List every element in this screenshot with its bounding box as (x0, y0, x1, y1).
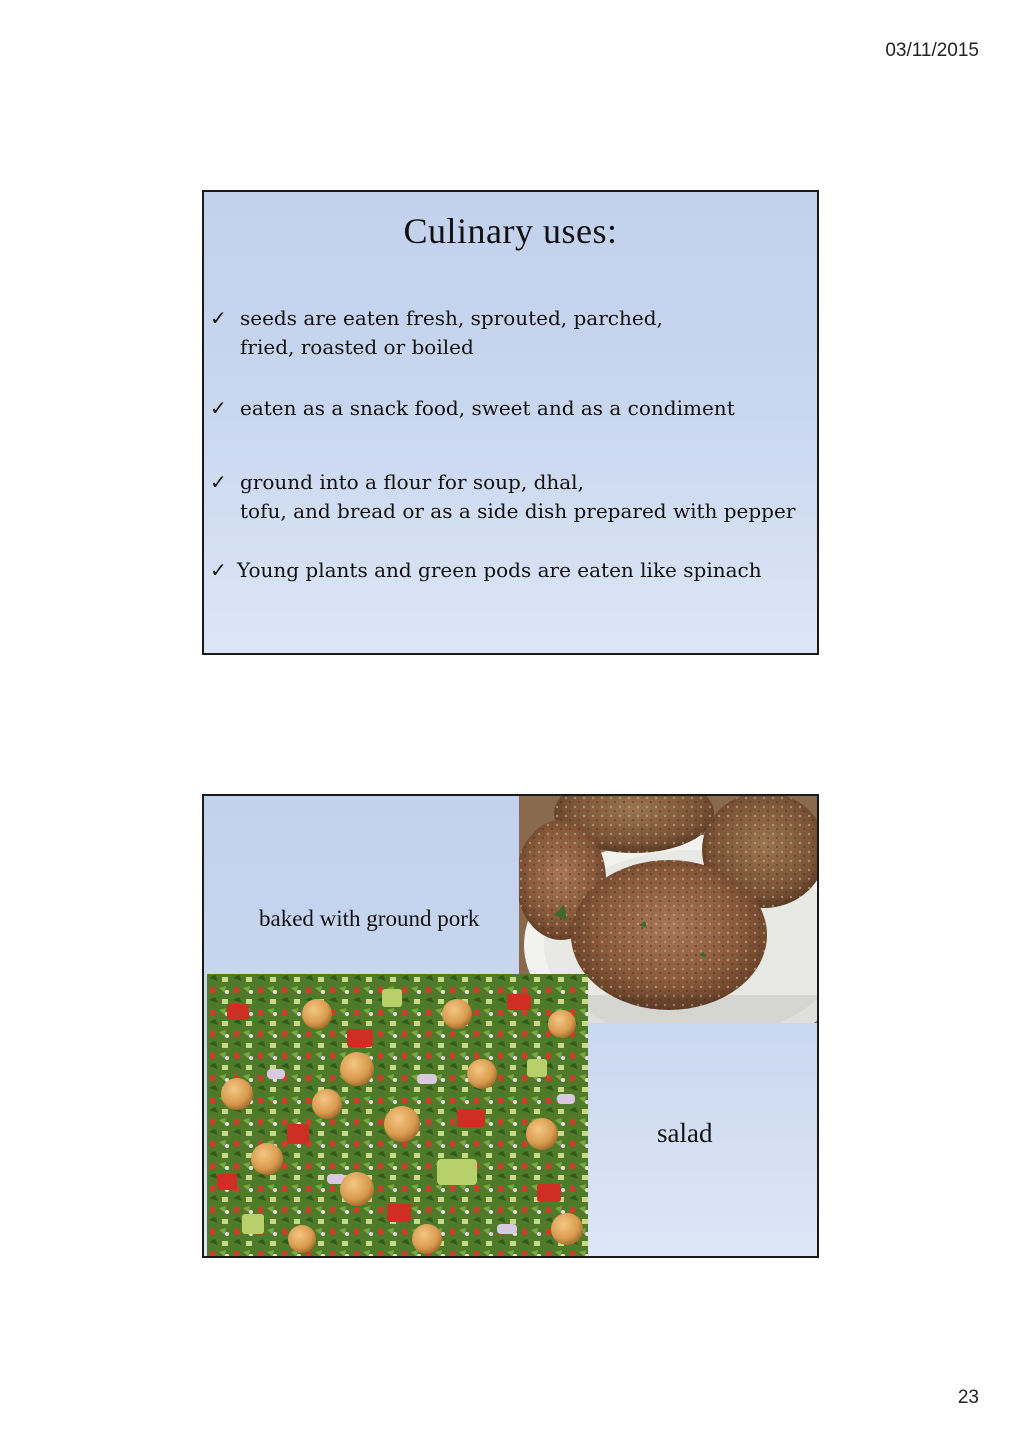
check-icon: ✓ (210, 306, 227, 330)
page-number: 23 (957, 1387, 979, 1408)
bullet-text: Young plants and green pods are eaten like spinach (237, 558, 762, 582)
bullet-text: eaten as a snack food, sweet and as a condiment (240, 396, 735, 420)
bullet-text: seeds are eaten fresh, sprouted, parched, (240, 306, 663, 330)
caption-salad: salad (657, 1118, 713, 1148)
check-icon: ✓ (210, 470, 227, 494)
header-date: 03/11/2015 (885, 40, 979, 61)
slide-culinary-uses (202, 190, 819, 655)
bullet-item (210, 394, 807, 423)
slide-food-photos (202, 794, 819, 1258)
bullet-item (210, 556, 807, 585)
bullet-text: tofu, and bread or as a side dish prepared with pepper (240, 499, 796, 523)
chickpea-salad-photo (207, 974, 588, 1257)
bullet-item (210, 468, 807, 526)
bullet-list (210, 304, 807, 585)
check-icon: ✓ (210, 558, 227, 582)
bullet-item (210, 304, 807, 362)
bullet-text: fried, roasted or boiled (240, 335, 474, 359)
slide-title: Culinary uses: (403, 211, 618, 251)
caption-baked-pork: baked with ground pork (259, 906, 480, 931)
check-icon: ✓ (210, 396, 227, 420)
bullet-text: ground into a flour for soup, dhal, (240, 470, 584, 494)
